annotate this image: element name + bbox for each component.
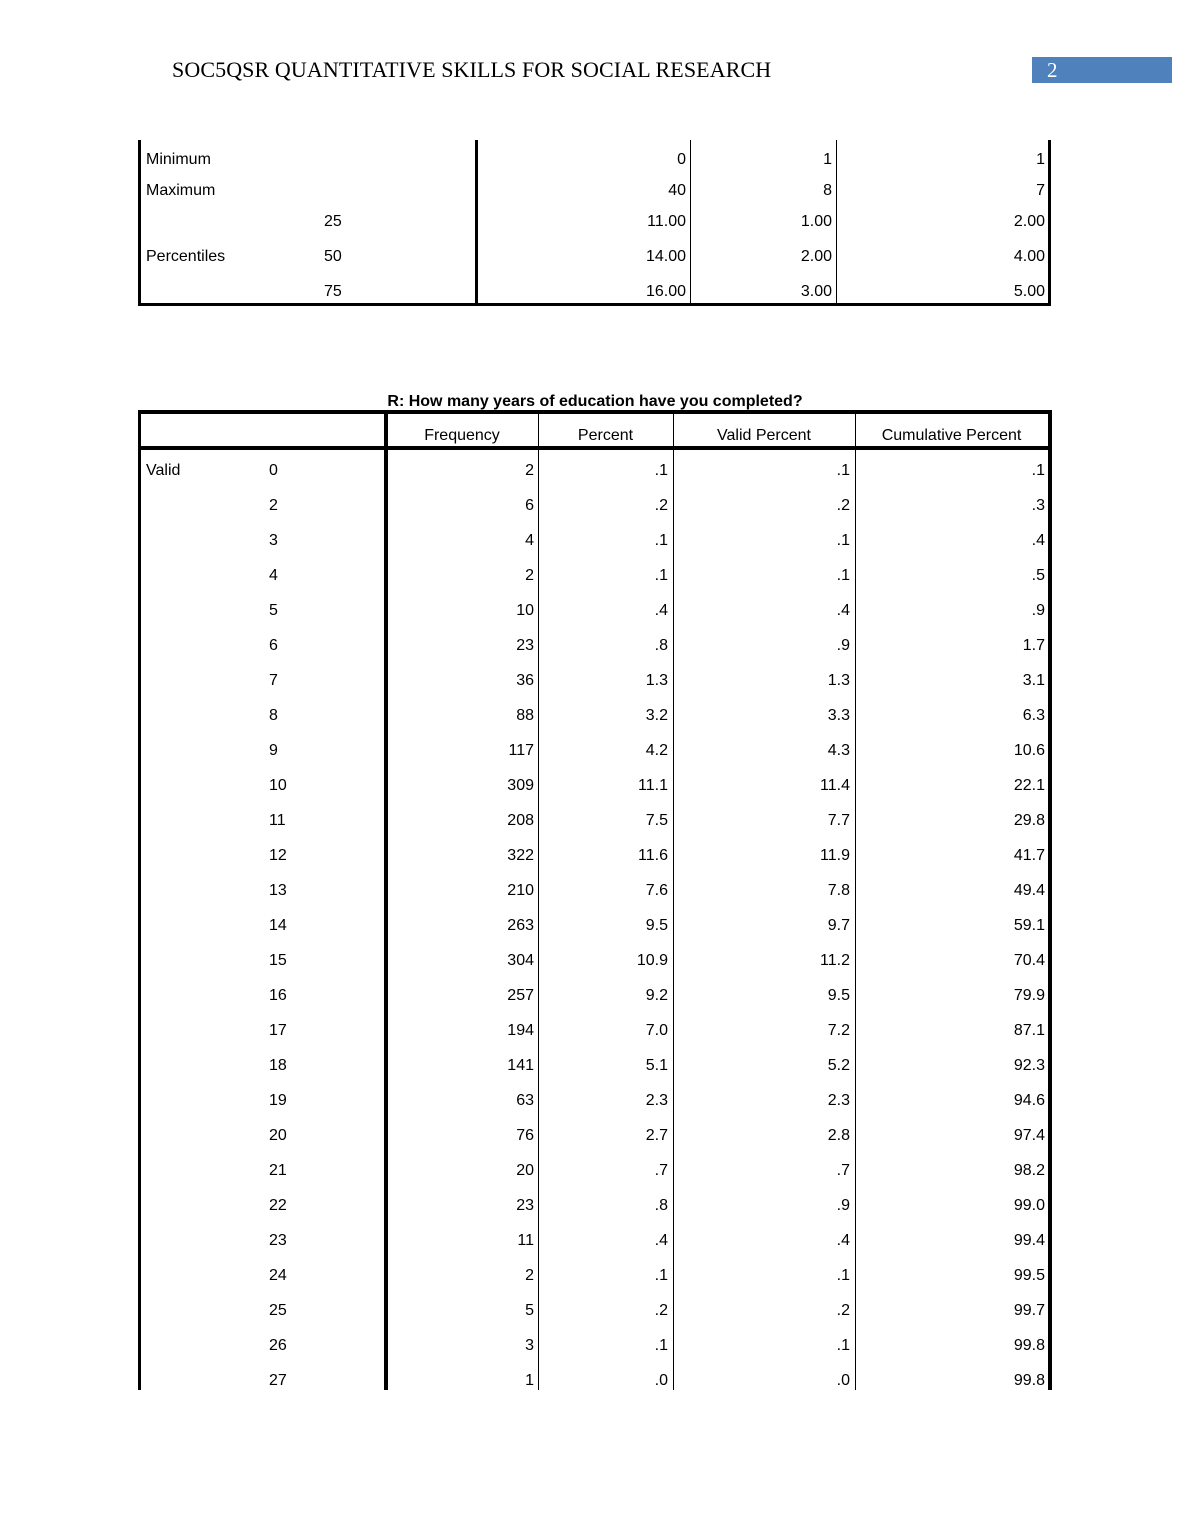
row-category-label: 16 [269,987,287,1004]
stat-value-cell: 7 [1036,182,1045,199]
frequency-value-cell: 10 [516,602,534,619]
frequency-value-cell: 87.1 [1013,1022,1045,1039]
stat-row-sublabel: 25 [324,213,342,230]
row-category-label: 7 [269,672,278,689]
frequency-value-cell: .1 [836,532,850,549]
frequency-value-cell: .1 [836,1267,850,1284]
frequency-value-cell: .7 [654,1162,668,1179]
row-category-label: 2 [269,497,278,514]
frequency-value-cell: 3.1 [1022,672,1045,689]
stat-row-sublabel: 75 [324,283,342,300]
frequency-value-cell: 97.4 [1013,1127,1045,1144]
row-category-label: 5 [269,602,278,619]
stat-value-cell: 4.00 [1013,248,1045,265]
row-category-label: 8 [269,707,278,724]
table-border [1048,410,1052,1390]
stat-row-label: Percentiles [146,248,226,265]
frequency-value-cell: 23 [516,637,534,654]
frequency-value-cell: 3.3 [827,707,850,724]
valid-group-label: Valid [146,462,181,479]
frequency-value-cell: .1 [654,1337,668,1354]
table-border [138,410,1051,414]
table-border [836,140,837,306]
frequency-value-cell: 194 [507,1022,534,1039]
frequency-value-cell: 2 [525,462,534,479]
frequency-value-cell: 6 [525,497,534,514]
stat-value-cell: 11.00 [647,213,686,230]
document-header-title: SOC5QSR QUANTITATIVE SKILLS FOR SOCIAL RESEARCH [172,57,772,82]
frequency-value-cell: 7.8 [827,882,850,899]
frequency-value-cell: 208 [507,812,534,829]
frequency-value-cell: 2.3 [645,1092,668,1109]
frequency-value-cell: 4.2 [645,742,668,759]
row-category-label: 24 [269,1267,287,1284]
frequency-value-cell: 79.9 [1013,987,1045,1004]
frequency-value-cell: 41.7 [1013,847,1045,864]
frequency-value-cell: 36 [516,672,534,689]
row-category-label: 9 [269,742,278,759]
row-category-label: 3 [269,532,278,549]
row-category-label: 21 [269,1162,287,1179]
frequency-value-cell: 22.1 [1013,777,1045,794]
frequency-value-cell: .0 [836,1372,850,1389]
stat-value-cell: 1 [823,151,832,168]
frequency-value-cell: 92.3 [1013,1057,1045,1074]
row-category-label: 12 [269,847,287,864]
frequency-value-cell: .1 [836,462,850,479]
row-category-label: 6 [269,637,278,654]
frequency-value-cell: 29.8 [1013,812,1045,829]
table-border [538,414,539,1390]
row-category-label: 14 [269,917,287,934]
frequency-value-cell: 63 [516,1092,534,1109]
frequency-value-cell: 11 [517,1232,534,1249]
frequency-value-cell: .2 [654,1302,668,1319]
frequency-value-cell: .4 [654,602,668,619]
frequency-value-cell: 11.1 [638,777,668,794]
frequency-value-cell: .1 [1031,462,1045,479]
row-category-label: 20 [269,1127,287,1144]
frequency-value-cell: .0 [654,1372,668,1389]
frequency-value-cell: 7.7 [827,812,850,829]
row-category-label: 10 [269,777,287,794]
row-category-label: 13 [269,882,287,899]
row-category-label: 25 [269,1302,287,1319]
frequency-value-cell: 59.1 [1013,917,1045,934]
frequency-value-cell: 99.4 [1013,1232,1045,1249]
page-number-badge: 2 [1032,57,1172,83]
frequency-value-cell: 4 [525,532,534,549]
frequency-value-cell: 1 [525,1372,534,1389]
row-category-label: 17 [269,1022,287,1039]
table-border [138,410,141,1390]
frequency-value-cell: 322 [507,847,534,864]
stat-value-cell: 3.00 [800,283,832,300]
frequency-value-cell: 5.2 [827,1057,850,1074]
frequency-value-cell: 7.5 [645,812,668,829]
row-category-label: 19 [269,1092,287,1109]
row-category-label: 18 [269,1057,287,1074]
frequency-value-cell: 23 [516,1197,534,1214]
frequency-value-cell: 2 [525,567,534,584]
frequency-value-cell: 11.2 [820,952,850,969]
frequency-value-cell: 6.3 [1022,707,1045,724]
frequency-value-cell: .2 [654,497,668,514]
stat-value-cell: 14.00 [645,248,686,265]
frequency-value-cell: 1.7 [1022,637,1045,654]
stat-row-label: Maximum [146,182,216,199]
frequency-value-cell: 99.8 [1013,1372,1045,1389]
frequency-value-cell: 5 [525,1302,534,1319]
frequency-value-cell: .1 [654,532,668,549]
row-category-label: 15 [269,952,287,969]
row-category-label: 26 [269,1337,287,1354]
frequency-value-cell: 7.2 [827,1022,850,1039]
stat-value-cell: 16.00 [645,283,686,300]
frequency-value-cell: .4 [654,1232,668,1249]
frequency-value-cell: 2.3 [827,1092,850,1109]
table-border [138,140,141,306]
column-header: Valid Percent [717,427,811,444]
row-category-label: 27 [269,1372,287,1389]
row-category-label: 4 [269,567,278,584]
frequency-value-cell: 7.6 [645,882,668,899]
frequency-value-cell: 1.3 [827,672,850,689]
frequency-value-cell: .8 [654,637,668,654]
frequency-value-cell: 99.0 [1013,1197,1045,1214]
frequency-value-cell: .9 [836,637,850,654]
frequency-value-cell: 11.9 [820,847,850,864]
frequency-value-cell: .1 [654,567,668,584]
frequency-value-cell: 1.3 [645,672,668,689]
stat-value-cell: 8 [823,182,832,199]
frequency-value-cell: 2.8 [827,1127,850,1144]
frequency-value-cell: 2.7 [645,1127,668,1144]
frequency-value-cell: .9 [836,1197,850,1214]
frequency-value-cell: 210 [507,882,534,899]
stat-value-cell: 5.00 [1013,283,1045,300]
frequency-value-cell: 99.7 [1013,1302,1045,1319]
frequency-value-cell: .7 [836,1162,850,1179]
frequency-value-cell: .9 [1031,602,1045,619]
frequency-value-cell: .2 [836,1302,850,1319]
frequency-value-cell: 9.7 [827,917,850,934]
frequency-value-cell: 11.6 [638,847,668,864]
frequency-value-cell: 5.1 [645,1057,668,1074]
table-border [138,303,1051,306]
frequency-value-cell: 7.0 [645,1022,668,1039]
frequency-value-cell: .4 [1031,532,1045,549]
frequency-value-cell: .1 [654,1267,668,1284]
column-header: Cumulative Percent [881,427,1022,444]
frequency-value-cell: 309 [507,777,534,794]
row-category-label: 22 [269,1197,287,1214]
frequency-value-cell: 98.2 [1013,1162,1045,1179]
table-border [1048,140,1051,306]
frequency-value-cell: .1 [836,567,850,584]
frequency-value-cell: 99.8 [1013,1337,1045,1354]
frequency-value-cell: 141 [507,1057,534,1074]
frequency-value-cell: 10.9 [636,952,668,969]
table-border [690,140,691,306]
stat-value-cell: 1.00 [800,213,832,230]
row-category-label: 0 [269,462,278,479]
table-border [475,140,478,306]
table-border [138,446,1051,450]
frequency-value-cell: 9.2 [645,987,668,1004]
frequency-value-cell: 4.3 [827,742,850,759]
frequency-value-cell: 11.4 [820,777,850,794]
frequency-value-cell: 88 [516,707,534,724]
stat-value-cell: 40 [668,182,686,199]
frequency-value-cell: 70.4 [1013,952,1045,969]
frequency-value-cell: 9.5 [645,917,668,934]
frequency-value-cell: 94.6 [1013,1092,1045,1109]
stat-value-cell: 0 [677,151,686,168]
table-border [855,414,856,1390]
row-category-label: 11 [269,812,286,829]
frequency-value-cell: .3 [1031,497,1045,514]
row-category-label: 23 [269,1232,287,1249]
frequency-value-cell: .4 [836,602,850,619]
frequency-value-cell: 10.6 [1013,742,1045,759]
frequency-value-cell: 304 [507,952,534,969]
table-border [384,410,388,1390]
frequency-value-cell: .8 [654,1197,668,1214]
frequency-value-cell: 3 [525,1337,534,1354]
frequency-value-cell: 76 [516,1127,534,1144]
stat-value-cell: 2.00 [1013,213,1045,230]
frequency-value-cell: .5 [1031,567,1045,584]
frequency-value-cell: .2 [836,497,850,514]
column-header: Frequency [424,427,500,444]
stat-value-cell: 2.00 [800,248,832,265]
frequency-value-cell: 257 [507,987,534,1004]
frequency-value-cell: .4 [836,1232,850,1249]
table-border [673,414,674,1390]
stat-row-label: Minimum [146,151,211,168]
frequency-value-cell: 2 [525,1267,534,1284]
frequency-value-cell: 263 [507,917,534,934]
frequency-value-cell: 9.5 [827,987,850,1004]
frequency-value-cell: 3.2 [645,707,668,724]
frequency-value-cell: 49.4 [1013,882,1045,899]
stat-row-sublabel: 50 [324,248,342,265]
frequency-value-cell: 99.5 [1013,1267,1045,1284]
frequency-value-cell: .1 [836,1337,850,1354]
stat-value-cell: 1 [1036,151,1045,168]
column-header: Percent [577,427,634,444]
frequency-value-cell: 20 [516,1162,534,1179]
frequency-value-cell: 117 [508,742,534,759]
frequency-table-title: R: How many years of education have you completed? [387,393,803,410]
frequency-value-cell: .1 [654,462,668,479]
